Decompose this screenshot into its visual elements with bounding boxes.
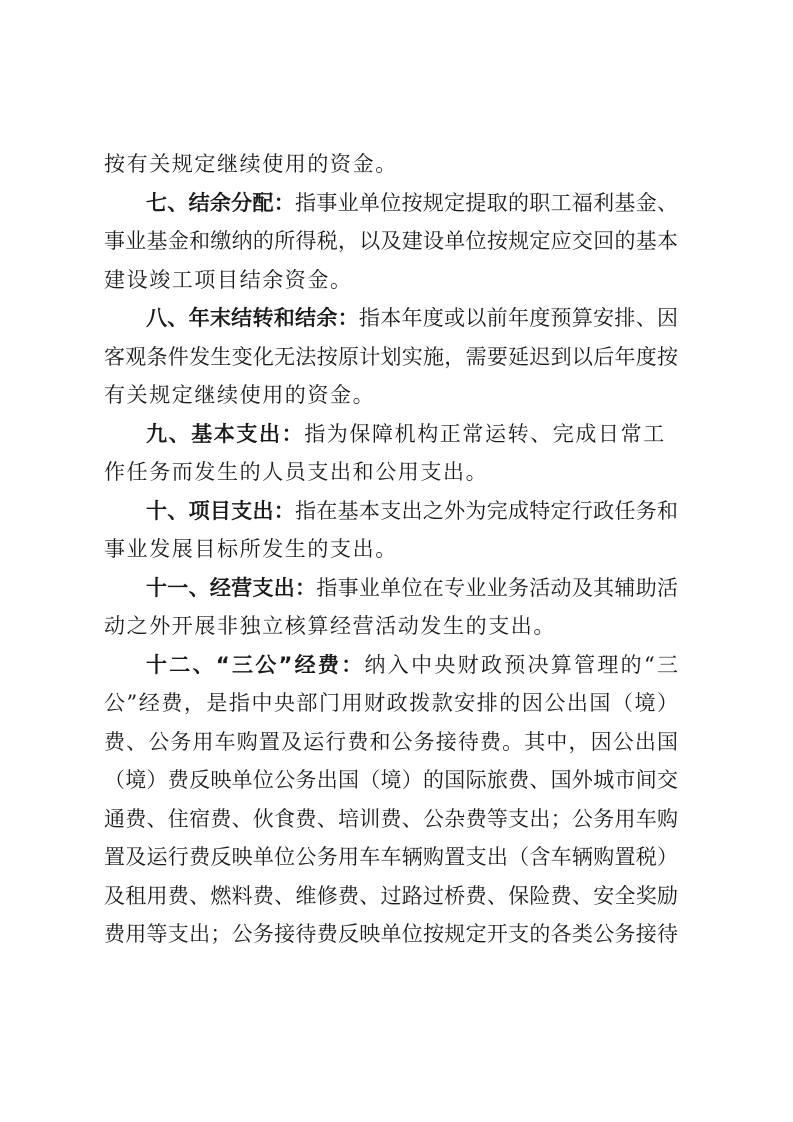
line-text: 有关规定继续使用的资金。: [104, 383, 376, 407]
line-text: 费用等支出；公务接待费反映单位按规定开支的各类公务接待: [104, 922, 678, 946]
text-line: [104, 877, 678, 916]
text-line: [104, 684, 678, 723]
text-line: [104, 338, 678, 377]
section-heading-line: [104, 492, 678, 531]
section-heading-line: [104, 184, 678, 223]
text-line: [104, 915, 678, 954]
line-text: 指为保障机构正常运转、完成日常工: [304, 421, 666, 446]
section-heading-line: [104, 569, 678, 608]
section-term: 十、项目支出：: [146, 498, 296, 523]
line-text: 指事业单位在专业业务活动及其辅助活: [316, 575, 679, 600]
text-line: [104, 376, 684, 415]
line-text: 纳入中央财政预决算管理的“三: [364, 652, 678, 677]
section-heading-line: [104, 646, 678, 685]
line-text: 建设竣工项目结余资金。: [104, 267, 353, 292]
line-text: 作任务而发生的人员支出和公用支出。: [104, 460, 489, 484]
line-text: 通费、住宿费、伙食费、培训费、公杂费等支出；公务用车购: [104, 806, 678, 831]
text-line: [104, 261, 684, 300]
text-line: [104, 838, 678, 877]
line-text: 指事业单位按规定提取的职工福利基金、: [295, 190, 679, 215]
line-text: 事业发展目标所发生的支出。: [104, 537, 398, 561]
line-text: 公”经费，是指中央部门用财政拨款安排的因公出国（境）: [104, 691, 678, 715]
line-text: 置及运行费反映单位公务用车车辆购置支出（含车辆购置税）: [104, 845, 678, 869]
line-text: 事业基金和缴纳的所得税，以及建设单位按规定应交回的基本: [104, 229, 678, 253]
document-body: [104, 145, 684, 954]
text-line: [104, 607, 684, 646]
section-term: 九、基本支出：: [146, 421, 305, 446]
text-line: [104, 222, 678, 261]
text-line: [104, 530, 684, 569]
section-term: 十一、经营支出：: [146, 575, 317, 600]
text-line: [104, 453, 684, 492]
section-heading-line: [104, 299, 678, 338]
text-line: [104, 145, 684, 184]
line-text: 客观条件发生变化无法按原计划实施，需要延迟到以后年度按: [104, 344, 678, 369]
line-text: 按有关规定继续使用的资金。: [104, 152, 398, 176]
section-term: 八、年末结转和结余：: [146, 306, 359, 330]
line-text: 动之外开展非独立核算经营活动发生的支出。: [104, 614, 556, 638]
line-text: 指本年度或以前年度预算安排、因: [358, 306, 679, 330]
section-heading-line: [104, 415, 684, 454]
section-term: 七、结余分配：: [146, 190, 296, 215]
section-term: 十二、“三公”经费：: [146, 652, 365, 677]
line-text: 及租用费、燃料费、维修费、过路过桥费、保险费、安全奖励: [104, 883, 678, 908]
text-line: [104, 761, 678, 800]
line-text: （境）费反映单位公务出国（境）的国际旅费、国外城市间交: [104, 768, 678, 792]
text-line: [104, 800, 678, 839]
text-line: [104, 723, 678, 762]
line-text: 指在基本支出之外为完成特定行政任务和: [295, 498, 679, 523]
line-text: 费、公务用车购置及运行费和公务接待费。其中，因公出国: [104, 729, 678, 754]
